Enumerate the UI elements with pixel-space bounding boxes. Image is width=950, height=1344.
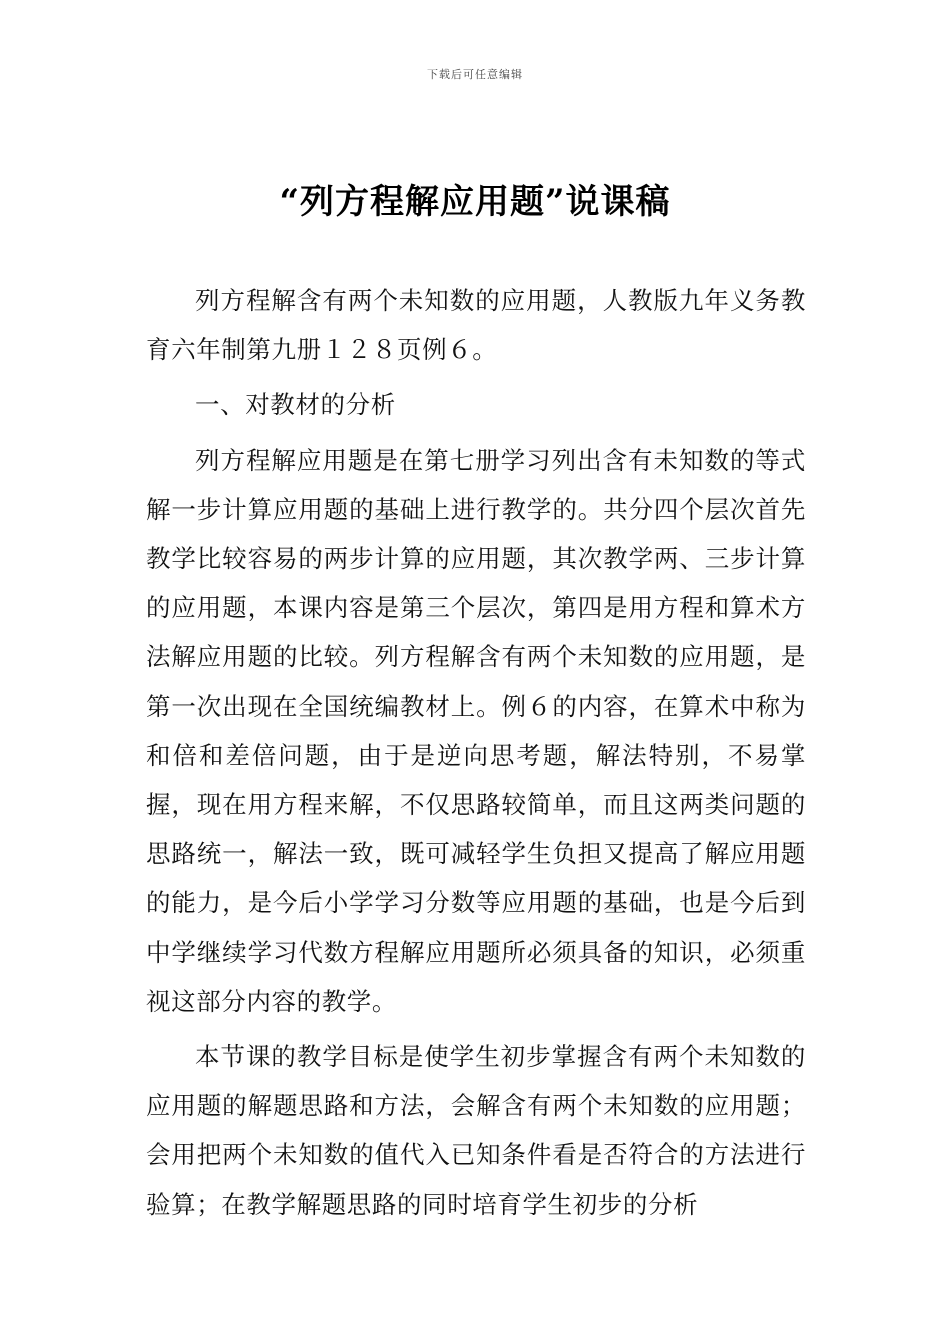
paragraph-textbook-analysis: 列方程解应用题是在第七册学习列出含有未知数的等式解一步计算应用题的基础上进行教学的。共分四个层次首先教学比较容易的两步计算的应用题，其次教学两、三步计算的应用题，本课内容是第三个层次，第四是用方程和算术方法解应用题的比较。列方程解含有两个未知数的应用题，是第一次出现在全国统编教材上。例６的内容，在算术中称为和倍和差倍问题，由于是逆向思考题，解法特别，不易掌握，现在用方程来解，不仅思路较简单，而且这两类问题的思路统一，解法一致，既可减轻学生负担又提高了解应用题的能力，是今后小学学习分数等应用题的基础，也是今后到中学继续学习代数方程解应用题所必须具备的知识，必须重视这部分内容的教学。 bbox=[146, 445, 806, 1016]
section-heading-textbook-analysis: 一、对教材的分析 bbox=[195, 390, 396, 420]
document-body bbox=[146, 276, 806, 1235]
paragraph-intro: 列方程解含有两个未知数的应用题，人教版九年义务教育六年制第九册１２８页例６。 bbox=[146, 286, 806, 365]
page-header-note: 下载后可任意编辑 bbox=[427, 68, 523, 81]
document-title: “列方程解应用题”说课稿 bbox=[279, 182, 671, 222]
paragraph-teaching-goals: 本节课的教学目标是使学生初步掌握含有两个未知数的应用题的解题思路和方法，会解含有两个未知数的应用题；会用把两个未知数的值代入已知条件看是否符合的方法进行验算；在教学解题思路的同时培育学生初步的分析 bbox=[146, 1042, 806, 1219]
